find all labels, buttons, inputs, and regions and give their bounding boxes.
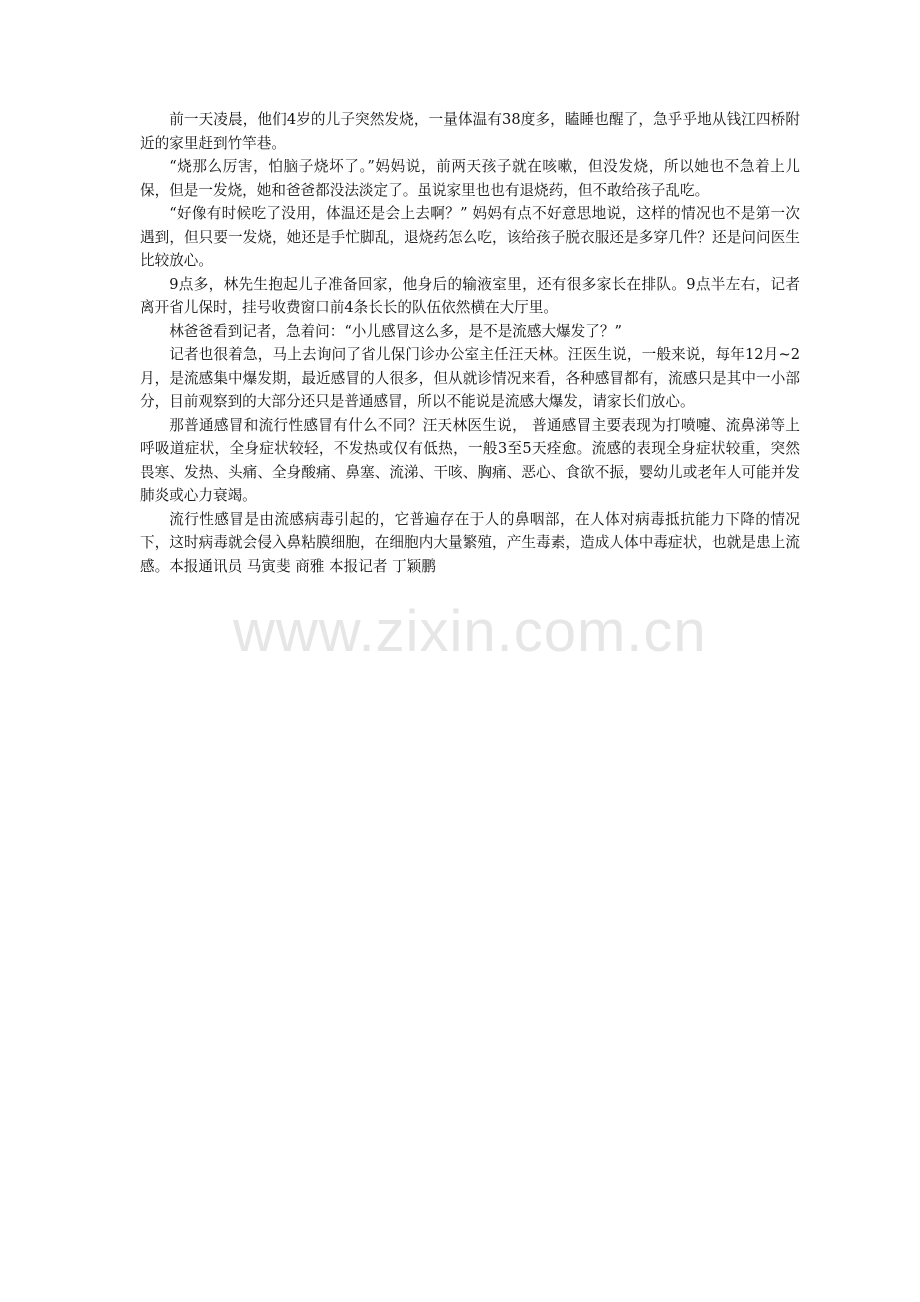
paragraph-5: 林爸爸看到记者，急着问：“小儿感冒这么多，是不是流感大爆发了？”	[169, 322, 622, 340]
paragraph-7: 那普通感冒和流行性感冒有什么不同？汪天林医生说， 普通感冒主要表现为打喷嚏、流鼻涕等上呼吸道症状，全身症状较轻，不发热或仅有低热，一般3至5天痊愈。流感的表现全身症状较重，突然畏寒、发热、头痛、全身酸痛、鼻塞、流涕、干咳、胸痛、恶心、食欲不振，婴幼儿或老年人可能并发肺炎或心力衰竭。	[140, 416, 800, 504]
paragraph-2: “烧那么厉害，怕脑子烧坏了。”妈妈说，前两天孩子就在咳嗽，但没发烧，所以她也不急着上儿保，但是一发烧，她和爸爸都没法淡定了。虽说家里也也有退烧药，但不敢给孩子乱吃。	[140, 158, 800, 199]
paragraph-3: “好像有时候吃了没用，体温还是会上去啊？” 妈妈有点不好意思地说，这样的情况也不是第一次遇到，但只要一发烧，她还是手忙脚乱，退烧药怎么吃，该给孩子脱衣服还是多穿几件？还是问问医生比较放心。	[140, 205, 800, 269]
watermark: www.zixin.com.cn	[233, 599, 707, 664]
paragraph-1: 前一天凌晨，他们4岁的儿子突然发烧，一量体温有38度多，瞌睡也醒了，急乎乎地从钱江四桥附近的家里赶到竹竿巷。	[140, 111, 800, 152]
article-body	[140, 108, 800, 578]
paragraph-6: 记者也很着急，马上去询问了省儿保门诊办公室主任汪天林。汪医生说，一般来说，每年12月~2月，是流感集中爆发期，最近感冒的人很多，但从就诊情况来看，各种感冒都有，流感只是其中一小部分，目前观察到的大部分还只是普通感冒，所以不能说是流感大爆发，请家长们放心。	[140, 346, 800, 410]
paragraph-8: 流行性感冒是由流感病毒引起的，它普遍存在于人的鼻咽部，在人体对病毒抵抗能力下降的情况下，这时病毒就会侵入鼻粘膜细胞，在细胞内大量繁殖，产生毒素，造成人体中毒症状，也就是患上流感。本报通讯员 马寅斐 商雅 本报记者 丁颖鹏	[140, 510, 800, 575]
paragraph-4: 9点多，林先生抱起儿子准备回家，他身后的输液室里，还有很多家长在排队。9点半左右，记者离开省儿保时，挂号收费窗口前4条长长的队伍依然横在大厅里。	[140, 275, 800, 316]
